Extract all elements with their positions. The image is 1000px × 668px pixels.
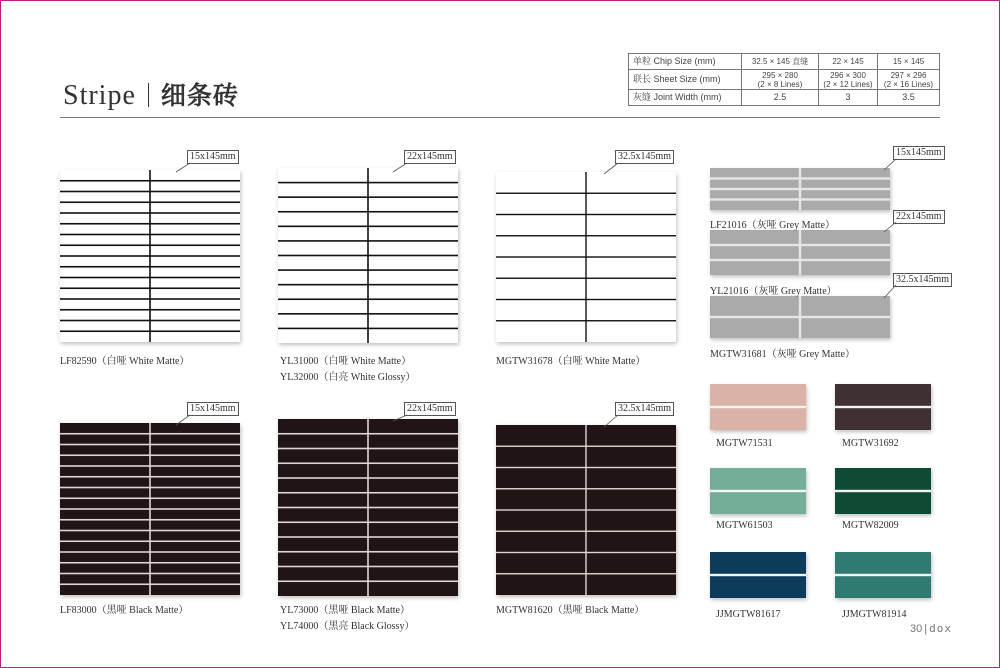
spec-label: 单粒 Chip Size (mm) [629, 54, 742, 70]
product-caption: LF82590（白哑 White Matte） [60, 356, 190, 367]
swatch-lf83000 [60, 423, 240, 595]
joint-line-vertical [585, 425, 586, 595]
product-caption: YL32000（白亮 White Glossy） [280, 372, 416, 383]
swatch-yl73000 [278, 419, 458, 596]
spec-row-sheet-size [629, 70, 940, 90]
joint-line [710, 490, 806, 492]
size-callout: 15x145mm [893, 146, 945, 160]
product-caption: YL73000（黑哑 Black Matte） [280, 605, 410, 616]
swatch-yl31000 [278, 168, 458, 343]
joint-line-vertical [585, 172, 586, 342]
joint-line-vertical [367, 168, 369, 343]
spec-table [628, 53, 940, 106]
spec-cell: 3 [819, 90, 878, 106]
color-sample-code: MGTW71531 [716, 438, 773, 449]
color-sample-mgtw82009 [835, 468, 931, 514]
spec-label: 联长 Sheet Size (mm) [629, 70, 742, 90]
swatch-mgtw31678 [496, 172, 676, 342]
spec-label: 灰缝 Joint Width (mm) [629, 90, 742, 106]
size-callout: 22x145mm [404, 402, 456, 416]
size-callout: 22x145mm [404, 150, 456, 164]
spec-cell: 2.5 [742, 90, 819, 106]
spec-cell: 32.5 × 145 直缝 [742, 54, 819, 70]
size-callout: 15x145mm [187, 402, 239, 416]
spec-cell: 297 × 296 (2 × 16 Lines) [878, 70, 940, 90]
product-caption: LF83000（黑哑 Black Matte） [60, 605, 189, 616]
color-sample-mgtw31692 [835, 384, 931, 430]
joint-line [835, 574, 931, 576]
product-caption: YL74000（黑亮 Black Glossy） [280, 621, 415, 632]
spec-row-chip-size [629, 54, 940, 70]
product-caption: MGTW81620（黑哑 Black Matte） [496, 605, 645, 616]
product-caption: MGTW31678（白哑 White Matte） [496, 356, 646, 367]
color-sample-jjmgtw81617 [710, 552, 806, 598]
color-sample-code: MGTW31692 [842, 438, 899, 449]
product-caption: LF21016（灰哑 Grey Matte） [710, 220, 835, 231]
color-sample-mgtw71531 [710, 384, 806, 430]
page-title [63, 76, 239, 112]
footer-divider: | [924, 623, 928, 635]
joint-line-vertical [799, 168, 801, 210]
title-chinese: 细条砖 [160, 81, 239, 110]
joint-line [710, 406, 806, 408]
page-number: 30 [910, 623, 923, 635]
color-sample-jjmgtw81914 [835, 552, 931, 598]
size-callout: 32.5x145mm [893, 273, 952, 287]
swatch-lf21016 [710, 168, 890, 210]
size-callout: 15x145mm [187, 150, 239, 164]
swatch-lf82590 [60, 170, 240, 342]
title-english: Stripe [63, 80, 136, 111]
swatch-yl21016 [710, 230, 890, 275]
color-sample-code: JJMGTW81617 [716, 609, 781, 620]
brand-logo: dox [929, 622, 952, 635]
spec-cell: 22 × 145 [819, 54, 878, 70]
spec-cell: 3.5 [878, 90, 940, 106]
color-sample-code: JJMGTW81914 [842, 609, 907, 620]
spec-cell: 15 × 145 [878, 54, 940, 70]
joint-line [835, 490, 931, 492]
spec-cell: 295 × 280 (2 × 8 Lines) [742, 70, 819, 90]
joint-line-vertical [799, 230, 801, 275]
color-sample-code: MGTW61503 [716, 520, 773, 531]
joint-line-vertical [799, 296, 801, 338]
color-sample-code: MGTW82009 [842, 520, 899, 531]
product-caption: MGTW31681（灰哑 Grey Matte） [710, 349, 855, 360]
size-callout: 32.5x145mm [615, 402, 674, 416]
spec-row-joint-width [629, 90, 940, 106]
joint-line [835, 406, 931, 408]
joint-line [710, 574, 806, 576]
joint-line-vertical [149, 170, 151, 342]
header-rule [60, 117, 940, 118]
size-callout: 22x145mm [893, 210, 945, 224]
size-callout: 32.5x145mm [615, 150, 674, 164]
joint-line-vertical [367, 419, 369, 596]
page-footer [910, 622, 952, 635]
joint-line-vertical [149, 423, 151, 595]
title-divider [148, 83, 149, 107]
product-caption: YL31000（白哑 White Matte） [280, 356, 412, 367]
color-sample-mgtw61503 [710, 468, 806, 514]
swatch-mgtw31681 [710, 296, 890, 338]
product-caption: YL21016（灰哑 Grey Matte） [710, 286, 837, 297]
swatch-mgtw81620 [496, 425, 676, 595]
spec-cell: 296 × 300 (2 × 12 Lines) [819, 70, 878, 90]
